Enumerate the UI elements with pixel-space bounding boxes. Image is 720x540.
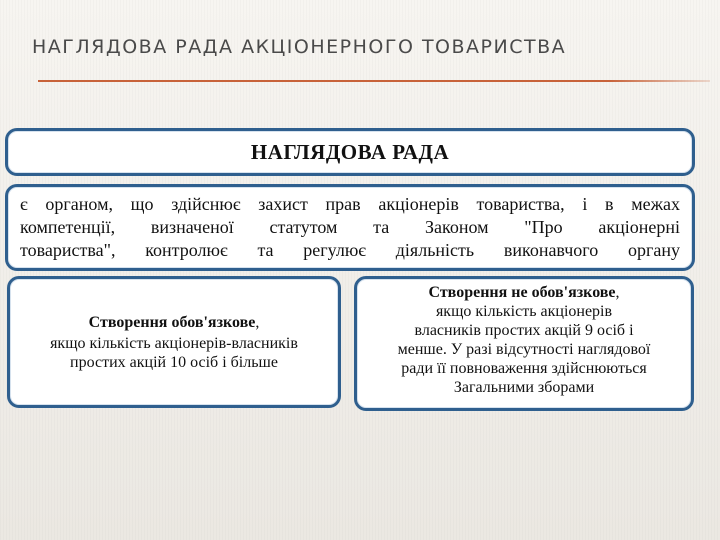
definition-line: компетенції, визначеної статутом та Законом "Про акціонерні (20, 217, 680, 237)
mandatory-heading (89, 313, 260, 332)
supervisory-board-header-box (5, 128, 695, 176)
optional-heading-text: Створення не обов'язкове (428, 284, 616, 301)
optional-line: менше. У разі відсутності наглядової (397, 341, 651, 358)
optional-heading-suffix: , (615, 284, 620, 301)
mandatory-line: якщо кількість акціонерів-власників (50, 334, 298, 352)
slide-title: НАГЛЯДОВА РАДА АКЦІОНЕРНОГО ТОВАРИСТВА (32, 36, 567, 58)
mandatory-heading-suffix: , (255, 313, 260, 331)
definition-box (5, 184, 695, 271)
optional-line: власників простих акцій 9 осіб і (414, 322, 634, 339)
definition-line: є органом, що здійснює захист прав акціонерів товариства, і в межах (20, 194, 680, 214)
optional-creation-box (354, 276, 694, 411)
optional-heading (371, 283, 677, 302)
header-box-text: НАГЛЯДОВА РАДА (250, 139, 450, 164)
optional-line: ради її повноваження здійснюються (401, 360, 647, 377)
optional-line: якщо кількість акціонерів (435, 303, 613, 320)
title-divider (38, 80, 710, 82)
mandatory-heading-text: Створення обов'язкове (88, 313, 256, 331)
mandatory-creation-box (7, 276, 341, 408)
optional-line: Загальними зборами (453, 379, 595, 396)
definition-line: товариства", контролює та регулює діяльність виконавчого органу (20, 240, 680, 260)
mandatory-line: простих акцій 10 осіб і більше (70, 353, 278, 371)
